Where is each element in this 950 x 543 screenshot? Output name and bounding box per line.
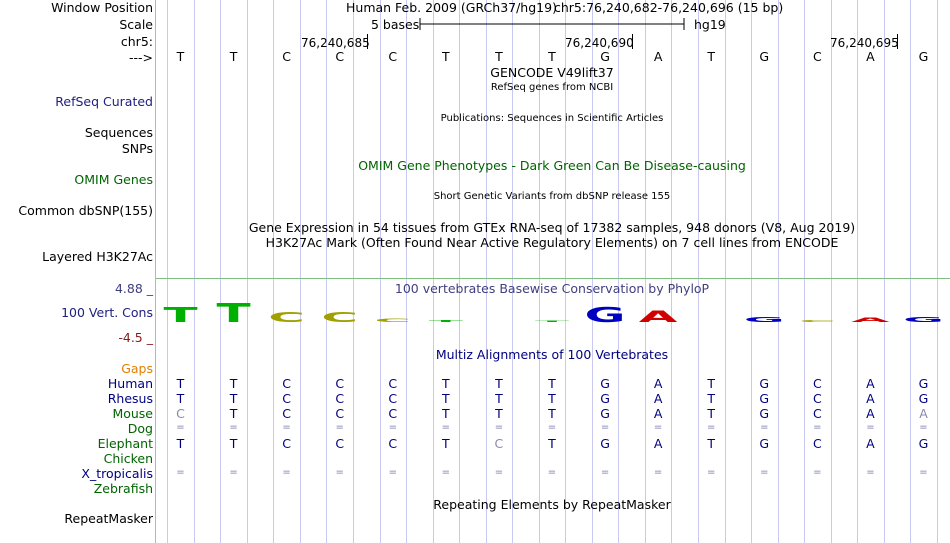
alignment-base: T bbox=[442, 391, 450, 406]
alignment-base: = bbox=[388, 467, 397, 478]
species-label[interactable]: Human bbox=[107, 376, 153, 391]
logo-letter: C bbox=[321, 310, 359, 326]
scale-label: Scale bbox=[119, 17, 153, 32]
alignment-base: C bbox=[282, 406, 291, 421]
gaps-label[interactable]: Gaps bbox=[121, 361, 153, 376]
alignment-base: A bbox=[866, 406, 875, 421]
alignment-base: = bbox=[919, 467, 928, 478]
reference-base: C bbox=[812, 49, 822, 64]
omim-track-title[interactable]: OMIM Gene Phenotypes - Dark Green Can Be Disease-causing bbox=[358, 158, 746, 173]
alignment-base: C bbox=[335, 406, 345, 421]
alignment-base: = bbox=[653, 422, 663, 433]
strand-direction-label[interactable]: ---> bbox=[128, 50, 153, 65]
alignment-base: G bbox=[759, 376, 770, 391]
reference-base: A bbox=[866, 49, 875, 64]
logo-letter: G bbox=[584, 303, 626, 327]
species-label[interactable]: Mouse bbox=[112, 406, 153, 421]
alignment-base: = bbox=[229, 467, 238, 478]
alignment-base: C bbox=[494, 436, 504, 451]
alignment-base: G bbox=[918, 436, 929, 451]
alignment-base: C bbox=[176, 406, 185, 421]
ruler-tick-label: 76,240,695 bbox=[830, 36, 899, 50]
alignment-base: = bbox=[547, 422, 557, 433]
gtex-track-title[interactable]: Gene Expression in 54 tissues from GTEx RNA-seq of 17382 samples, 948 donors (V8, Aug 2019) bbox=[248, 220, 856, 235]
alignment-base: C bbox=[812, 436, 822, 451]
alignment-base: T bbox=[495, 391, 503, 406]
alignment-base: A bbox=[866, 376, 875, 391]
reference-base: T bbox=[548, 49, 556, 64]
alignment-base: C bbox=[282, 376, 291, 391]
snps-label[interactable]: SNPs bbox=[121, 141, 153, 156]
alignment-base: T bbox=[229, 391, 238, 406]
alignment-base: T bbox=[548, 391, 556, 406]
alignment-base: C bbox=[812, 406, 822, 421]
alignment-base: = bbox=[760, 422, 769, 433]
alignment-base: C bbox=[388, 406, 398, 421]
logo-letter: G bbox=[743, 315, 785, 324]
alignment-base: A bbox=[653, 391, 663, 406]
alignment-base: A bbox=[866, 436, 875, 451]
alignment-base: C bbox=[335, 436, 345, 451]
alignment-base: C bbox=[388, 436, 398, 451]
alignment-base: G bbox=[600, 376, 610, 391]
alignment-base: G bbox=[600, 406, 610, 421]
alignment-base: G bbox=[918, 376, 929, 391]
alignment-base: C bbox=[282, 391, 291, 406]
species-label[interactable]: Rhesus bbox=[107, 391, 153, 406]
repeatmasker-label[interactable]: RepeatMasker bbox=[64, 511, 153, 526]
alignment-base: C bbox=[812, 376, 822, 391]
alignment-base: A bbox=[653, 406, 663, 421]
alignment-base: T bbox=[548, 376, 556, 391]
scale-db: hg19 bbox=[694, 17, 726, 32]
alignment-base: = bbox=[441, 422, 451, 433]
logo-letter: A bbox=[851, 316, 890, 324]
layered-h3k27ac-label[interactable]: Layered H3K27Ac bbox=[42, 249, 153, 264]
alignment-base: G bbox=[918, 391, 929, 406]
assembly-name: Human Feb. 2009 (GRCh37/hg19) bbox=[346, 0, 557, 15]
alignment-base: T bbox=[707, 436, 715, 451]
alignment-base: A bbox=[919, 406, 928, 421]
alignment-base: = bbox=[600, 467, 610, 478]
logo-letter: T bbox=[163, 303, 198, 327]
logo-letter: G bbox=[902, 315, 944, 324]
dbsnp-track-title[interactable]: Short Genetic Variants from dbSNP release 155 bbox=[433, 191, 671, 202]
alignment-base: = bbox=[282, 467, 291, 478]
reference-base: T bbox=[495, 49, 503, 64]
alignment-base: T bbox=[176, 376, 185, 391]
reference-base: C bbox=[335, 49, 345, 64]
common-dbsnp-label[interactable]: Common dbSNP(155) bbox=[18, 203, 153, 218]
scale-bar bbox=[418, 17, 688, 31]
alignment-base: T bbox=[495, 406, 503, 421]
alignment-base: T bbox=[707, 391, 715, 406]
alignment-base: T bbox=[548, 406, 556, 421]
reference-base: T bbox=[176, 49, 185, 64]
window-position: chr5:76,240,682-76,240,696 (15 bp) bbox=[554, 0, 784, 15]
refseq-curated-label[interactable]: RefSeq Curated bbox=[55, 94, 153, 109]
omim-genes-label[interactable]: OMIM Genes bbox=[74, 172, 153, 187]
alignment-base: T bbox=[229, 406, 238, 421]
logo-letter: T bbox=[428, 319, 463, 323]
reference-base: T bbox=[229, 49, 238, 64]
alignment-base: C bbox=[812, 391, 822, 406]
ruler-ticks bbox=[360, 34, 920, 50]
alignment-base: T bbox=[176, 391, 185, 406]
species-label[interactable]: X_tropicalis bbox=[81, 466, 153, 481]
repeatmasker-track-title[interactable]: Repeating Elements by RepeatMasker bbox=[433, 497, 671, 512]
alignment-base: = bbox=[760, 467, 769, 478]
species-label[interactable]: Zebrafish bbox=[93, 481, 153, 496]
species-label[interactable]: Elephant bbox=[97, 436, 153, 451]
alignment-base: T bbox=[442, 436, 450, 451]
alignment-base: = bbox=[494, 467, 504, 478]
alignment-base: = bbox=[494, 422, 504, 433]
sequences-label[interactable]: Sequences bbox=[84, 125, 153, 140]
alignment-base: T bbox=[707, 376, 715, 391]
alignment-base: C bbox=[335, 376, 345, 391]
alignment-base: G bbox=[759, 391, 770, 406]
logo-letter: C bbox=[268, 310, 305, 326]
reference-base: T bbox=[442, 49, 450, 64]
publications-track-title[interactable]: Publications: Sequences in Scientific Articles bbox=[440, 113, 664, 124]
alignment-base: T bbox=[442, 376, 450, 391]
scale-text: 5 bases bbox=[371, 17, 420, 32]
alignment-base: G bbox=[600, 391, 610, 406]
alignment-base: T bbox=[548, 436, 556, 451]
alignment-base: = bbox=[335, 467, 344, 478]
alignment-base: C bbox=[335, 391, 345, 406]
alignment-base: T bbox=[707, 406, 715, 421]
alignment-base: T bbox=[176, 436, 185, 451]
alignment-base: = bbox=[547, 467, 557, 478]
window-position-label: Window Position bbox=[51, 0, 153, 15]
alignment-base: = bbox=[653, 467, 663, 478]
alignment-base: = bbox=[813, 422, 822, 433]
phylop-min-value: -4.5 _ bbox=[118, 330, 153, 345]
reference-base: G bbox=[759, 49, 770, 64]
chrom-label: chr5: bbox=[120, 34, 153, 49]
phylop-max-value: 4.88 _ bbox=[114, 281, 153, 296]
alignment-base: C bbox=[388, 391, 398, 406]
species-label[interactable]: Chicken bbox=[103, 451, 153, 466]
alignment-base: = bbox=[282, 422, 291, 433]
alignment-base: G bbox=[600, 436, 610, 451]
alignment-base: = bbox=[388, 422, 397, 433]
logo-letter: C bbox=[374, 318, 412, 324]
logo-letter: C bbox=[798, 319, 836, 323]
logo-letter: A bbox=[638, 307, 678, 326]
alignment-base: G bbox=[759, 436, 770, 451]
vert-cons-label[interactable]: 100 Vert. Cons bbox=[61, 305, 153, 320]
alignment-base: = bbox=[600, 422, 610, 433]
alignment-base: = bbox=[176, 422, 185, 433]
h3k27ac-track-title[interactable]: H3K27Ac Mark (Often Found Near Active Regulatory Elements) on 7 cell lines from ENCODE bbox=[265, 235, 839, 250]
reference-base: A bbox=[653, 49, 663, 64]
alignment-base: = bbox=[706, 422, 716, 433]
alignment-base: = bbox=[813, 467, 822, 478]
alignment-base: T bbox=[229, 436, 238, 451]
refseq-track-subtitle[interactable]: RefSeq genes from NCBI bbox=[490, 82, 614, 93]
logo-letter: T bbox=[216, 298, 251, 329]
reference-base: C bbox=[282, 49, 291, 64]
phylop-track-title[interactable]: 100 vertebrates Basewise Conservation by PhyloP bbox=[394, 281, 710, 296]
reference-base: C bbox=[388, 49, 398, 64]
ruler-tick-label: 76,240,690 bbox=[565, 36, 634, 50]
alignment-base: = bbox=[866, 422, 875, 433]
alignment-base: G bbox=[759, 406, 770, 421]
alignment-base: A bbox=[866, 391, 875, 406]
alignment-base: C bbox=[388, 376, 398, 391]
multiz-track-title[interactable]: Multiz Alignments of 100 Vertebrates bbox=[435, 347, 669, 362]
alignment-base: = bbox=[919, 422, 928, 433]
gencode-track-title[interactable]: GENCODE V49lift37 bbox=[490, 65, 614, 80]
alignment-base: T bbox=[229, 376, 238, 391]
alignment-base: C bbox=[282, 436, 291, 451]
alignment-base: A bbox=[653, 436, 663, 451]
alignment-base: = bbox=[335, 422, 344, 433]
alignment-base: T bbox=[442, 406, 450, 421]
alignment-base: T bbox=[495, 376, 503, 391]
ruler-tick-label: 76,240,685 bbox=[301, 36, 370, 50]
alignment-base: A bbox=[653, 376, 663, 391]
reference-base: T bbox=[707, 49, 715, 64]
alignment-base: = bbox=[229, 422, 238, 433]
reference-base: G bbox=[600, 49, 610, 64]
alignment-base: = bbox=[866, 467, 875, 478]
reference-base: G bbox=[918, 49, 929, 64]
alignment-base: = bbox=[176, 467, 185, 478]
species-label[interactable]: Dog bbox=[127, 421, 153, 436]
alignment-base: = bbox=[441, 467, 451, 478]
phylop-conservation-logo[interactable] bbox=[0, 290, 950, 330]
track-divider bbox=[156, 278, 950, 279]
alignment-base: = bbox=[706, 467, 716, 478]
logo-letter: T bbox=[534, 320, 570, 323]
